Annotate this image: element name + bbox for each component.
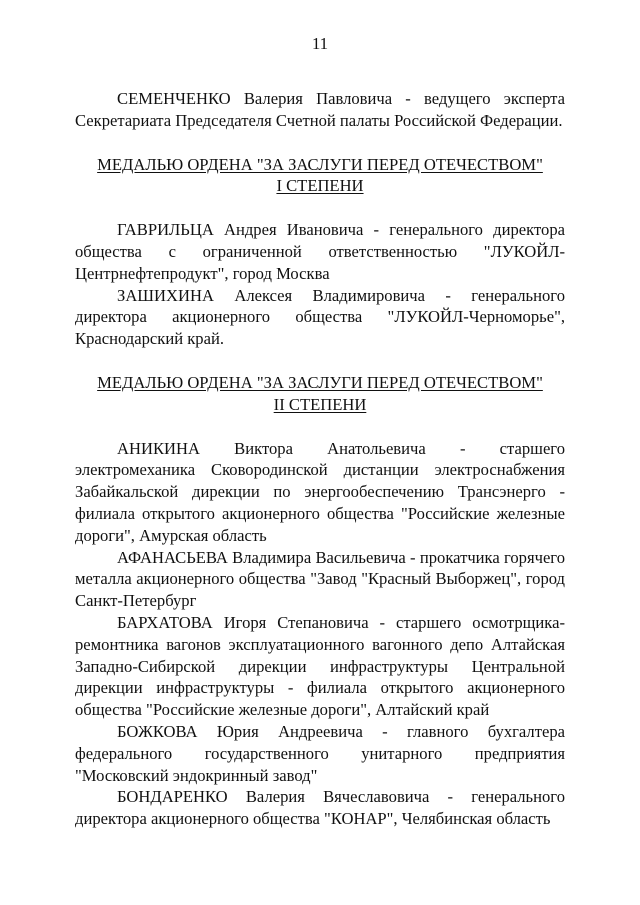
award-entry-bozhkov: БОЖКОВА Юрия Андреевича - главного бухгалтера федерального государственного унитарного предприятия "Московский эндокринный завод" [75, 721, 565, 785]
award-entry-anikin: АНИКИНА Виктора Анатольевича - старшего электромеханика Сковородинской дистанции электроснабжения Забайкальской дирекции по энергообеспечению Трансэнерго - филиала открытого акционерного общества "Российские железные дороги", Амурская область [75, 438, 565, 545]
award-entry-bondarenko: БОНДАРЕНКО Валерия Вячеславовича - генерального директора акционерного общества "КОНАР", Челябинская область [75, 787, 565, 829]
award-entry-semenchenko: СЕМЕНЧЕНКО Валерия Павловича - ведущего эксперта Секретариата Председателя Счетной палаты Российской Федерации. [75, 89, 565, 130]
page-number: 11 [311, 34, 329, 53]
section-heading-medal-2nd-degree-subtitle: II СТЕПЕНИ [273, 394, 367, 414]
section-heading-medal-1st-degree-subtitle: I СТЕПЕНИ [276, 176, 364, 196]
award-entry-zashikhin: ЗАШИХИНА Алексея Владимировича - генерального директора акционерного общества "ЛУКОЙЛ-Черноморье", Краснодарский край. [75, 285, 565, 349]
award-entry-gavrilets: ГАВРИЛЬЦА Андрея Ивановича - генерального директора общества с ограниченной ответственностью "ЛУКОЙЛ-Центрнефтепродукт", город Москва [75, 220, 565, 283]
section-heading-medal-2nd-degree-title: МЕДАЛЬЮ ОРДЕНА "ЗА ЗАСЛУГИ ПЕРЕД ОТЕЧЕСТВОМ" [97, 372, 543, 392]
award-entry-barkhatov: БАРХАТОВА Игоря Степановича - старшего осмотрщика-ремонтника вагонов эксплуатационного вагонного депо Алтайская Западно-Сибирской дирекции инфраструктуры Центральной дирекции инфраструктуры - филиала открытого акционерного общества "Российские железные дороги", Алтайский край [75, 612, 565, 720]
award-entry-afanasyev: АФАНАСЬЕВА Владимира Васильевича - прокатчика горячего металла акционерного общества "Завод "Красный Выборжец", город Санкт-Петербург [75, 547, 565, 611]
section-heading-medal-1st-degree-title: МЕДАЛЬЮ ОРДЕНА "ЗА ЗАСЛУГИ ПЕРЕД ОТЕЧЕСТВОМ" [97, 154, 543, 174]
document-body [75, 88, 565, 830]
